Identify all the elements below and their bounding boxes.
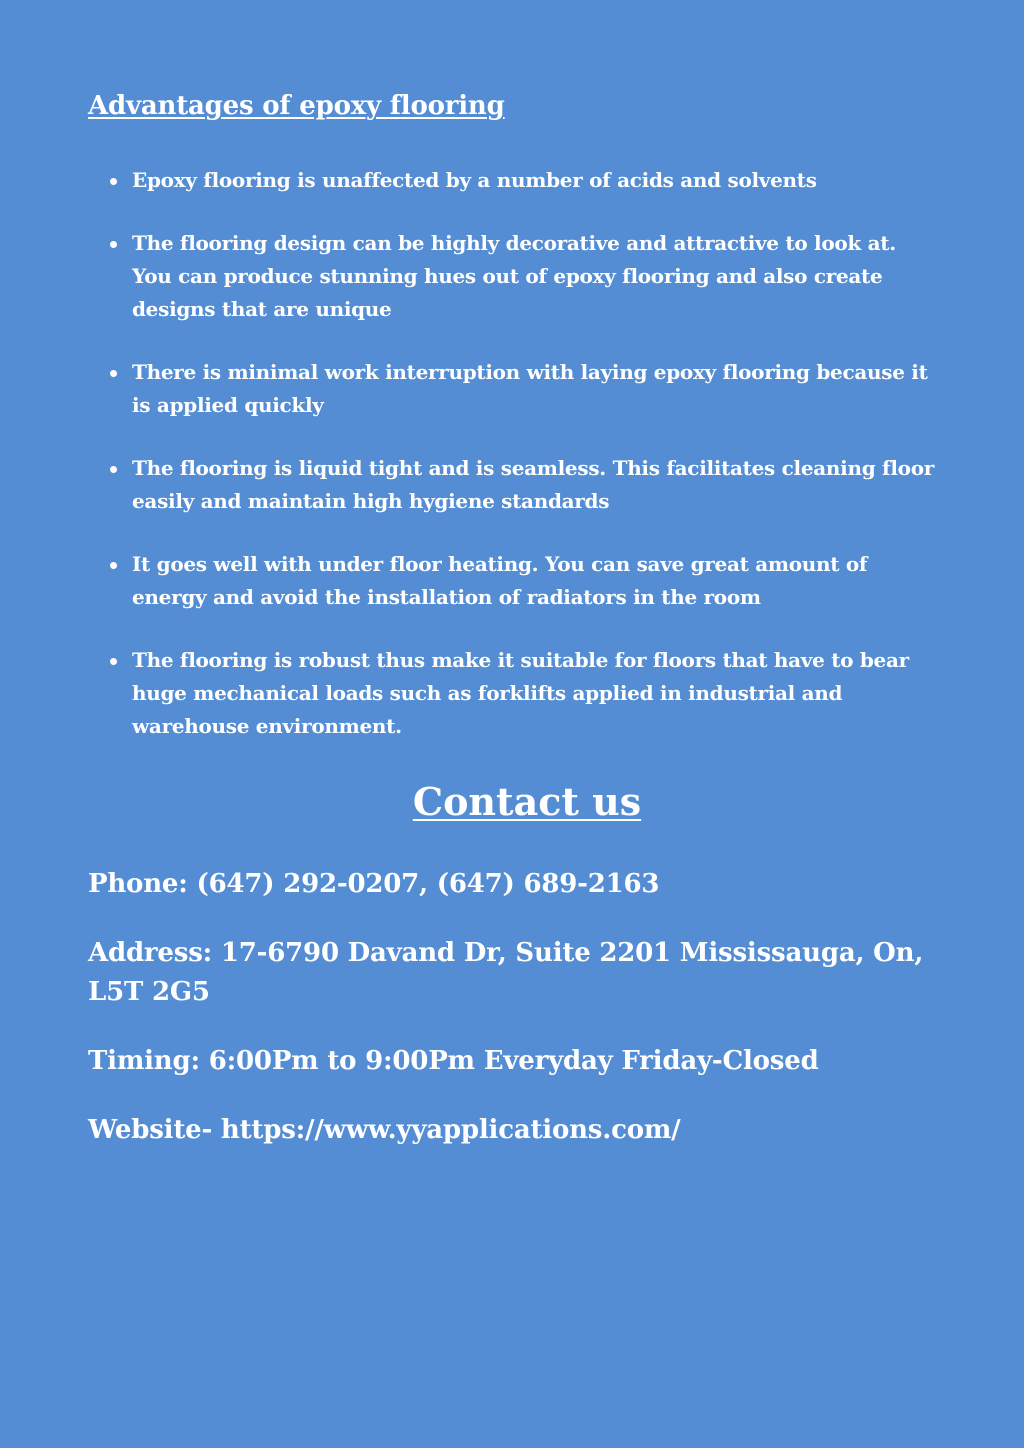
list-item-text: The flooring is liquid tight and is seamless. This facilitates cleaning floor easily and maintain high hygiene standards [132,456,934,513]
list-item [88,356,936,422]
contact-title: Contact us [412,779,642,824]
bullet-icon [110,241,117,248]
list-item-text: It goes well with under floor heating. You can save great amount of energy and avoid the installation of radiators in the room [132,552,868,609]
contact-phone: Phone: (647) 292-0207, (647) 689-2163 [88,869,660,899]
bullet-icon [110,370,117,377]
contact-details [88,865,936,1150]
list-item [88,548,936,614]
bullet-icon [110,562,117,569]
list-item-text: Epoxy flooring is unaffected by a number of acids and solvents [132,168,817,192]
list-item [88,227,936,326]
bullet-icon [110,178,117,185]
contact-address: Address: 17-6790 Davand Dr, Suite 2201 Mississauga, On, L5T 2G5 [88,938,924,1007]
bullet-icon [110,466,117,473]
list-item [88,644,936,743]
contact-timing: Timing: 6:00Pm to 9:00Pm Everyday Friday-Closed [88,1046,819,1076]
advantages-list [88,164,936,743]
list-item [88,164,936,197]
advantages-heading: Advantages of epoxy flooring [88,91,505,121]
list-item [88,452,936,518]
bullet-icon [110,658,117,665]
list-item-text: The flooring is robust thus make it suitable for floors that have to bear huge mechanical loads such as forklifts applied in industrial and warehouse environment. [132,648,909,738]
list-item-text: There is minimal work interruption with laying epoxy flooring because it is applied quickly [132,360,928,417]
list-item-text: The flooring design can be highly decorative and attractive to look at. You can produce stunning hues out of epoxy flooring and also create designs that are unique [132,231,896,321]
contact-website: Website- https://www.yyapplications.com/ [88,1115,681,1145]
